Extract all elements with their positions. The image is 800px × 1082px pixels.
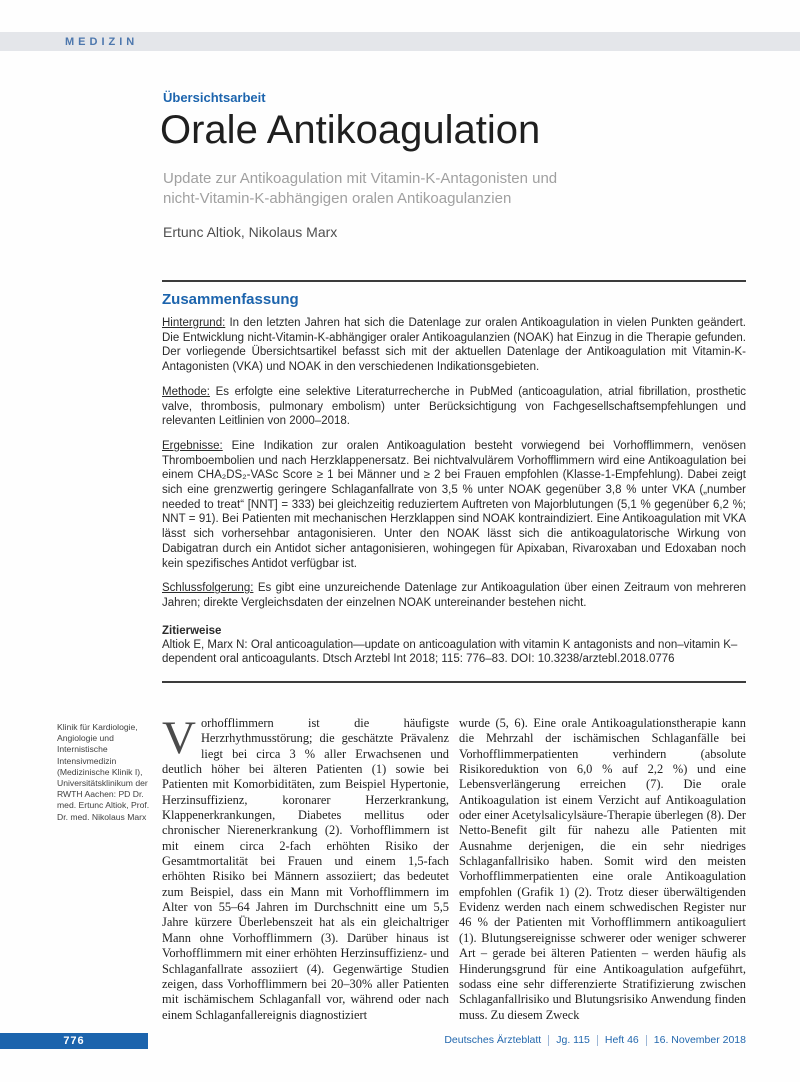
footer-issue: Heft 46 [604, 1034, 639, 1046]
dropcap: V [162, 712, 196, 764]
separator [597, 1035, 598, 1046]
citation-heading: Zitierweise [162, 624, 222, 637]
abstract-section-hintergrund [162, 316, 746, 375]
footer-volume: Jg. 115 [556, 1034, 590, 1046]
article-authors: Ertunc Altiok, Nikolaus Marx [163, 224, 338, 240]
abstract-box [162, 280, 746, 683]
body-columns [162, 712, 746, 1022]
abstract-text-hintergrund: In den letzten Jahren hat sich die Datenlage zur oralen Antikoagulation in vielen Punkten geändert. Die Entwicklung nicht-Vitamin-K-abhängiger oraler Antikoagulanzien (NOAK) hat Einzug in die Therapie gefunden. Der vorliegende Übersichtsartikel befasst sich mit der aktuellen Datenlage der Antikoagulation mit Vitamin-K-Antagonisten (VKA) und NOAK in den verschiedenen Indikationsgebieten. [162, 317, 746, 374]
subtitle-line-1: Update zur Antikoagulation mit Vitamin-K-Antagonisten und [163, 170, 558, 187]
body-column-left [162, 712, 449, 1022]
abstract-text-schlussfolgerung: Es gibt eine unzureichende Datenlage zur Antikoagulation über einen Zeitraum von mehreren Jahren; direkte Vergleichsdaten der einzelnen NOAK untereinander bestehen nicht. [162, 582, 746, 609]
abstract-section-methode [162, 385, 746, 429]
abstract-label-hintergrund: Hintergrund: [162, 317, 226, 329]
footer-date: 16. November 2018 [653, 1034, 746, 1046]
abstract-section-schlussfolgerung [162, 581, 746, 610]
body-column-right [459, 716, 746, 1022]
author-affiliation-note: Klinik für Kardiologie, Angiologie und Internistische Intensivmedizin (Medizinische Klinik I), Universitätsklinikum der RWTH Aachen: PD Dr. med. Ertunc Altiok, Prof. Dr. med. Nikolaus Marx [57, 722, 150, 822]
abstract-text-ergebnisse: Eine Indikation zur oralen Antikoagulation besteht vorwiegend bei Vorhofflimmern, venösen Thromboembolien und nach Herzklappenersatz. Bei nichtvalvulärem Vorhofflimmern wird eine Antikoagulation bei einem CHA₂DS₂-VASc Score ≥ 1 bei Männer und ≥ 2 bei Frauen empfohlen (Klasse-1-Empfehlung). Dabei zeigt sich eine grenzwertig geringere Schlaganfallrate von 3,5 % unter NOAK gegenüber 3,8 % unter VKA („number needed to treat“ [NNT] = 333) bei gleichzeitig reduziertem Auftreten von Majorblutungen (5,1 % gegenüber 6,2 %; NNT = 91). Bei Patienten mit mechanischen Herzklappen sind NOAK kontraindiziert. Eine Antikoagulation mit VKA lässt sich vorhersehbar antagonisieren. Unter den NOAK lässt sich die antikoagulatorische Wirkung von Dabigatran durch ein Antidot sicher antagonisieren, wohingegen für Apixaban, Rivaroxaban und Edoxaban noch kein spezifisches Antidot verfügbar ist. [162, 439, 746, 570]
section-bar [0, 32, 800, 51]
abstract-heading: Zusammenfassung [162, 291, 299, 308]
citation-text: Altiok E, Marx N: Oral anticoagulation—update on anticoagulation with vitamin K antagonists and non–vitamin K–dependent oral anticoagulants. Dtsch Arztebl Int 2018; 115: 776–83. DOI: 10.3238/arztebl.2018.0776 [162, 638, 738, 666]
section-label: MEDIZIN [65, 35, 139, 48]
abstract-section-ergebnisse [162, 439, 746, 571]
body-text-right: wurde (5, 6). Eine orale Antikoagulationstherapie kann die Mehrzahl der ischämischen Schlaganfälle bei Vorhofflimmerpatienten verhindern (absolute Risikoreduktion von 6,0 % auf 2,2 %) und eine Lebensverlängerung erreichen (7). Die orale Antikoagulation ist einem Verzicht auf Antikoagulation oder einer Acetylsalicylsäure-Therapie überlegen (8). Der Netto-Benefit gilt für nahezu alle Patienten mit Ausnahme derjenigen, die ein sehr niedriges Schlaganfallrisiko haben. Somit wird den meisten Vorhofflimmerpatienten eine orale Antikoagulation empfohlen (Grafik 1) (2). Trotz dieser überwältigenden Evidenz werden nach einem schwedischen Register nur 46 % der Patienten mit Vorhofflimmern antikoaguliert (1). Blutungsereignisse schwerer oder weniger schwerer Art – gerade bei älteren Patienten – werden häufig als Hinderungsgrund für eine Antikoagulation aufgeführt, sodass eine sehr differenzierte Stratifizierung zwischen Schlaganfallrisiko und Blutungsrisiko Anwendung finden muss. Zu diesem Zweck [459, 716, 746, 1022]
page-number: 776 [63, 1035, 85, 1047]
abstract-text-methode: Es erfolgte eine selektive Literaturrecherche in PubMed (anticoagulation, atrial fibrillation, prosthetic valve, thrombosis, pulmonary embolism) unter Berücksichtigung von Fachgesellschaftsempfehlungen und relevanten Leitlinien von 2000–2018. [162, 385, 746, 428]
body-text-left: orhofflimmern ist die häufigste Herzrhythmusstörung; die geschätzte Prävalenz liegt bei circa 3 % aller Erwachsenen und deutlich höher bei älteren Patienten (1) sowie bei Patienten mit Komorbiditäten, zum Beispiel Hypertonie, Herzinsuffizienz, koronarer Herzerkrankung, Klappenerkrankungen, Diabetes mellitus oder chronischer Nierenerkrankung (2). Vorhofflimmern ist mit einem circa 2-fach erhöhten Risiko der Gesamtmortalität bei Frauen und einem 1,5-fach erhöhten Risiko bei Männern assoziiert; das bedeutet zum Beispiel, dass ein Mann mit Vorhofflimmern im Alter von 55–64 Jahren im Durchschnitt eine um 5,5 Jahre kürzere Überlebenszeit hat als ein gleichaltriger Mann ohne Vorhofflimmern (3). Darüber hinaus ist Vorhofflimmern mit einer erhöhten Herzinsuffizienz- und Schlaganfallrate assoziiert (4). Gegenwärtige Studien zeigen, dass Vorhofflimmern bei 20–30% aller Patienten mit ischämischem Schlaganfall vor, während oder nach einem Schlaganfallereignis diagnostiziert [162, 716, 449, 1022]
article-subtitle [163, 169, 557, 209]
footer-journal-name: Deutsches Ärzteblatt [444, 1034, 542, 1046]
footer-journal-info [444, 1034, 746, 1046]
page-number-bar [0, 1033, 148, 1049]
abstract-label-ergebnisse: Ergebnisse: [162, 439, 223, 452]
separator [548, 1035, 549, 1046]
abstract-label-schlussfolgerung: Schlussfolgerung: [162, 582, 254, 595]
article-title: Orale Antikoagulation [160, 108, 541, 152]
separator [646, 1035, 647, 1046]
article-kicker: Übersichtsarbeit [163, 90, 266, 105]
abstract-label-methode: Methode: [162, 385, 210, 398]
subtitle-line-2: nicht-Vitamin-K-abhängigen oralen Antikoagulanzien [163, 190, 512, 207]
